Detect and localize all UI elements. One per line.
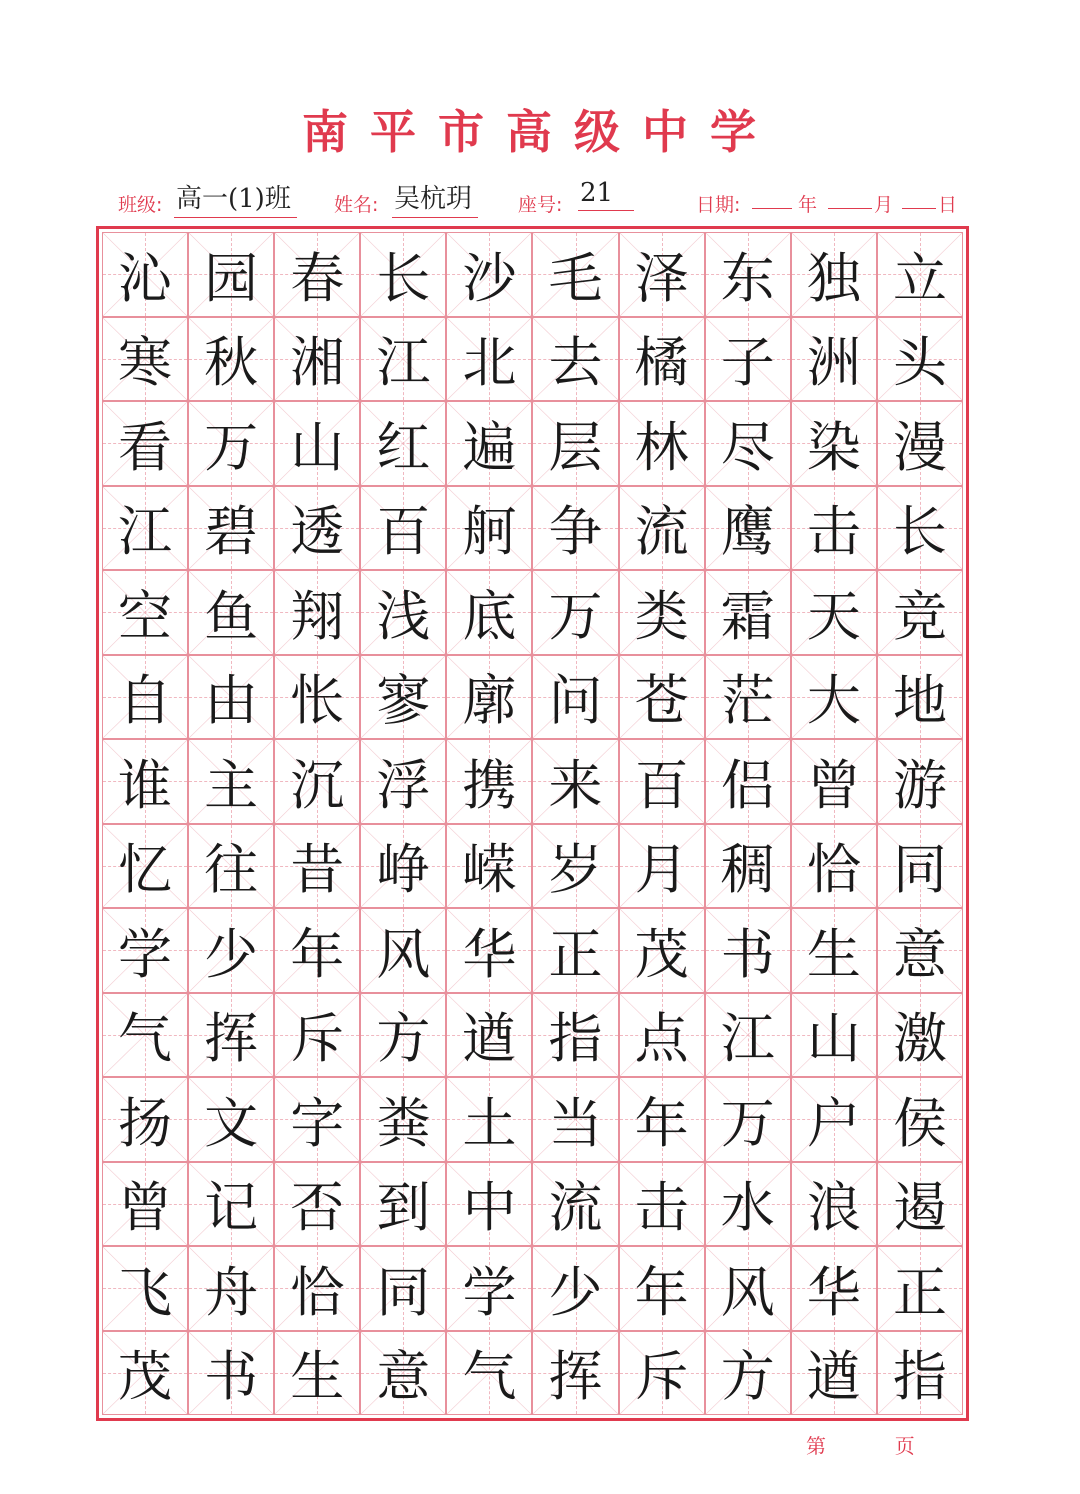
grid-cell: [705, 908, 791, 993]
seat-value: 21: [578, 178, 634, 211]
handwritten-character: 橘: [634, 331, 689, 395]
grid-cell: [188, 1331, 274, 1416]
grid-cell: [619, 401, 705, 486]
handwritten-character: 曾: [806, 753, 861, 817]
handwritten-character: 寥: [376, 669, 431, 733]
handwritten-character: 江: [376, 331, 431, 395]
grid-cell: [532, 993, 618, 1078]
handwritten-character: 中: [462, 1176, 517, 1240]
handwritten-character: 廓: [462, 669, 517, 733]
handwritten-character: 指: [892, 1345, 947, 1409]
handwritten-character: 争: [548, 500, 603, 564]
handwritten-character: 山: [290, 415, 345, 479]
handwritten-character: 记: [204, 1176, 259, 1240]
handwritten-character: 沁: [118, 246, 173, 310]
grid-cell: [188, 993, 274, 1078]
handwritten-character: 长: [376, 246, 431, 310]
grid-cell: [446, 317, 532, 402]
grid-cell: [877, 232, 963, 317]
grid-cell: [619, 824, 705, 909]
handwritten-character: 指: [548, 1007, 603, 1071]
handwritten-character: 舸: [462, 500, 517, 564]
class-value: 高一(1)班: [174, 178, 297, 218]
grid-cell: [619, 486, 705, 571]
grid-cell: [619, 993, 705, 1078]
grid-cell: [102, 232, 188, 317]
grid-cell: [360, 739, 446, 824]
handwritten-character: 红: [376, 415, 431, 479]
handwritten-character: 侯: [892, 1091, 947, 1155]
handwritten-character: 类: [634, 584, 689, 648]
handwritten-character: 正: [892, 1260, 947, 1324]
grid-cell: [877, 993, 963, 1078]
handwritten-character: 碧: [204, 500, 259, 564]
grid-cell: [877, 570, 963, 655]
grid-cell: [619, 739, 705, 824]
student-info-line: [118, 178, 968, 218]
grid-cell: [446, 486, 532, 571]
handwritten-character: 方: [376, 1007, 431, 1071]
handwritten-character: 方: [720, 1345, 775, 1409]
handwritten-character: 往: [204, 838, 259, 902]
grid-cell: [446, 655, 532, 740]
grid-cell: [188, 401, 274, 486]
grid-cell: [705, 570, 791, 655]
handwritten-character: 寒: [118, 331, 173, 395]
year-label: 年: [798, 194, 818, 216]
grid-cell: [532, 570, 618, 655]
grid-cell: [877, 1246, 963, 1331]
handwritten-character: 生: [806, 922, 861, 986]
handwritten-character: 去: [548, 331, 603, 395]
grid-cell: [102, 1162, 188, 1247]
handwritten-character: 水: [720, 1176, 775, 1240]
grid-cell: [102, 824, 188, 909]
handwritten-character: 鹰: [720, 500, 775, 564]
grid-cell: [532, 1162, 618, 1247]
grid-cell: [360, 1331, 446, 1416]
grid-cell: [791, 1331, 877, 1416]
grid-cell: [619, 1246, 705, 1331]
grid-cell: [705, 993, 791, 1078]
grid-cell: [619, 1331, 705, 1416]
handwritten-character: 昔: [290, 838, 345, 902]
grid-cell: [446, 908, 532, 993]
grid-cell: [532, 486, 618, 571]
grid-cell: [532, 824, 618, 909]
handwritten-character: 遒: [462, 1007, 517, 1071]
name-label: 姓名:: [334, 194, 379, 216]
handwritten-character: 问: [548, 669, 603, 733]
handwritten-character: 东: [720, 246, 775, 310]
handwritten-character: 遍: [462, 415, 517, 479]
handwritten-character: 长: [892, 500, 947, 564]
grid-cell: [877, 401, 963, 486]
handwritten-character: 挥: [204, 1007, 259, 1071]
grid-cell: [877, 317, 963, 402]
grid-cell: [274, 993, 360, 1078]
grid-cell: [877, 486, 963, 571]
year-blank: [752, 208, 792, 209]
handwritten-character: 否: [290, 1176, 345, 1240]
grid-cell: [532, 655, 618, 740]
grid-cell: [877, 908, 963, 993]
grid-cell: [102, 908, 188, 993]
grid-cell: [274, 570, 360, 655]
handwritten-character: 意: [376, 1345, 431, 1409]
handwritten-character: 遒: [806, 1345, 861, 1409]
grid-cell: [188, 1077, 274, 1162]
grid-cell: [791, 317, 877, 402]
handwritten-character: 年: [634, 1091, 689, 1155]
handwritten-character: 舟: [204, 1260, 259, 1324]
grid-cell: [360, 1162, 446, 1247]
grid-cell: [446, 739, 532, 824]
handwritten-character: 生: [290, 1345, 345, 1409]
handwritten-character: 沉: [290, 753, 345, 817]
handwritten-character: 曾: [118, 1176, 173, 1240]
handwritten-character: 意: [892, 922, 947, 986]
grid-cell: [274, 1077, 360, 1162]
grid-cell: [532, 739, 618, 824]
grid-cell: [446, 1331, 532, 1416]
grid-cell: [102, 1331, 188, 1416]
handwritten-character: 斥: [290, 1007, 345, 1071]
grid-cell: [619, 655, 705, 740]
handwritten-character: 泽: [634, 246, 689, 310]
handwritten-character: 扬: [118, 1091, 173, 1155]
grid-cell: [102, 401, 188, 486]
grid-cell: [274, 908, 360, 993]
grid-cell: [446, 232, 532, 317]
grid-cell: [532, 1246, 618, 1331]
grid-cell: [705, 317, 791, 402]
handwritten-character: 击: [806, 500, 861, 564]
grid-cell: [791, 908, 877, 993]
grid-cell: [360, 993, 446, 1078]
handwritten-character: 百: [634, 753, 689, 817]
handwritten-character: 同: [892, 838, 947, 902]
grid-cell: [188, 739, 274, 824]
handwritten-character: 稠: [720, 838, 775, 902]
grid-cell: [877, 1162, 963, 1247]
handwritten-character: 遏: [892, 1176, 947, 1240]
handwritten-character: 流: [548, 1176, 603, 1240]
grid-cell: [791, 655, 877, 740]
handwritten-character: 山: [806, 1007, 861, 1071]
grid-cell: [102, 317, 188, 402]
grid-cell: [446, 824, 532, 909]
handwritten-character: 林: [634, 415, 689, 479]
page-footer: [806, 1430, 915, 1459]
handwritten-character: 苍: [634, 669, 689, 733]
handwritten-character: 染: [806, 415, 861, 479]
grid-cell: [446, 570, 532, 655]
handwritten-character: 翔: [290, 584, 345, 648]
grid-cell: [705, 1331, 791, 1416]
handwritten-character: 竞: [892, 584, 947, 648]
grid-cell: [791, 993, 877, 1078]
handwritten-character: 激: [892, 1007, 947, 1071]
grid-cell: [188, 824, 274, 909]
handwritten-character: 浅: [376, 584, 431, 648]
grid-cell: [274, 486, 360, 571]
grid-cell: [532, 317, 618, 402]
handwritten-character: 恰: [290, 1260, 345, 1324]
grid-cell: [446, 1162, 532, 1247]
handwritten-character: 户: [806, 1091, 861, 1155]
grid-cell: [102, 570, 188, 655]
grid-cell: [274, 655, 360, 740]
grid-cell: [274, 317, 360, 402]
handwritten-character: 嵘: [462, 838, 517, 902]
grid-cell: [360, 317, 446, 402]
grid-cell: [532, 1331, 618, 1416]
handwritten-character: 秋: [204, 331, 259, 395]
grid-cell: [532, 232, 618, 317]
handwritten-character: 气: [118, 1007, 173, 1071]
handwritten-character: 风: [376, 922, 431, 986]
handwritten-character: 岁: [548, 838, 603, 902]
grid-cell: [360, 1077, 446, 1162]
grid-cell: [791, 739, 877, 824]
grid-cell: [705, 401, 791, 486]
handwritten-character: 字: [290, 1091, 345, 1155]
handwritten-character: 侣: [720, 753, 775, 817]
handwritten-character: 百: [376, 500, 431, 564]
grid-cell: [102, 1246, 188, 1331]
grid-cell: [705, 232, 791, 317]
grid-cell: [705, 739, 791, 824]
handwritten-character: 峥: [376, 838, 431, 902]
handwritten-character: 空: [118, 584, 173, 648]
date-label: 日期:: [696, 194, 741, 216]
grid-cell: [619, 232, 705, 317]
grid-cell: [360, 1246, 446, 1331]
handwritten-character: 湘: [290, 331, 345, 395]
grid-cell: [791, 1077, 877, 1162]
grid-cell: [791, 401, 877, 486]
page-label-last: 页: [894, 1434, 915, 1458]
handwritten-character: 飞: [118, 1260, 173, 1324]
handwritten-character: 华: [806, 1260, 861, 1324]
handwritten-character: 浪: [806, 1176, 861, 1240]
month-blank: [828, 208, 872, 209]
grid-cell: [102, 1077, 188, 1162]
grid-cell: [619, 317, 705, 402]
handwritten-character: 少: [204, 922, 259, 986]
name-value: 吴杭玥: [392, 178, 478, 218]
handwritten-character: 茂: [118, 1345, 173, 1409]
grid-cell: [705, 655, 791, 740]
handwritten-character: 携: [462, 753, 517, 817]
handwritten-character: 茫: [720, 669, 775, 733]
seat-label: 座号:: [518, 194, 563, 216]
handwritten-character: 书: [720, 922, 775, 986]
handwritten-character: 江: [118, 500, 173, 564]
grid-cell: [532, 1077, 618, 1162]
grid-cell: [102, 486, 188, 571]
grid-cell: [446, 1246, 532, 1331]
handwritten-character: 江: [720, 1007, 775, 1071]
grid-cell: [446, 993, 532, 1078]
grid-cell: [877, 1077, 963, 1162]
handwritten-character: 园: [204, 246, 259, 310]
grid-cell: [188, 486, 274, 571]
grid-cell: [705, 486, 791, 571]
handwritten-character: 文: [204, 1091, 259, 1155]
grid-cell: [274, 824, 360, 909]
handwritten-character: 书: [204, 1345, 259, 1409]
grid-cell: [102, 739, 188, 824]
handwritten-character: 层: [548, 415, 603, 479]
grid-cell: [102, 655, 188, 740]
grid-cell: [360, 824, 446, 909]
handwritten-character: 万: [548, 584, 603, 648]
grid-cell: [274, 739, 360, 824]
handwritten-character: 万: [204, 415, 259, 479]
grid-cell: [274, 1246, 360, 1331]
handwritten-character: 游: [892, 753, 947, 817]
grid-cell: [877, 1331, 963, 1416]
grid-cell: [360, 908, 446, 993]
grid-cell: [791, 232, 877, 317]
handwritten-character: 年: [634, 1260, 689, 1324]
handwritten-character: 北: [462, 331, 517, 395]
handwritten-character: 怅: [290, 669, 345, 733]
handwritten-character: 子: [720, 331, 775, 395]
handwritten-character: 气: [462, 1345, 517, 1409]
grid-cell: [791, 1246, 877, 1331]
handwritten-character: 漫: [892, 415, 947, 479]
class-label: 班级:: [118, 194, 163, 216]
grid-cell: [360, 232, 446, 317]
handwritten-character: 头: [892, 331, 947, 395]
handwritten-character: 底: [462, 584, 517, 648]
grid-cell: [274, 232, 360, 317]
grid-cell: [705, 1246, 791, 1331]
grid-cell: [102, 993, 188, 1078]
grid-cell: [360, 655, 446, 740]
handwritten-character: 学: [118, 922, 173, 986]
grid-cell: [188, 317, 274, 402]
handwritten-character: 挥: [548, 1345, 603, 1409]
grid-cell: [274, 1162, 360, 1247]
page-label-first: 第: [806, 1434, 826, 1458]
grid-cell: [705, 1077, 791, 1162]
handwritten-character: 月: [634, 838, 689, 902]
handwritten-character: 毛: [548, 246, 603, 310]
grid-cell: [877, 655, 963, 740]
handwritten-character: 主: [204, 753, 259, 817]
handwritten-character: 谁: [118, 753, 173, 817]
handwritten-character: 独: [806, 246, 861, 310]
handwritten-character: 由: [204, 669, 259, 733]
handwritten-character: 击: [634, 1176, 689, 1240]
grid-cell: [532, 908, 618, 993]
grid-cell: [360, 570, 446, 655]
grid-cell: [188, 232, 274, 317]
grid-cell: [188, 908, 274, 993]
grid-cell: [360, 401, 446, 486]
handwritten-character: 地: [892, 669, 947, 733]
grid-cell: [360, 486, 446, 571]
handwritten-character: 忆: [118, 838, 173, 902]
handwritten-character: 风: [720, 1260, 775, 1324]
handwritten-character: 斥: [634, 1345, 689, 1409]
grid-cell: [619, 1162, 705, 1247]
character-grid: [96, 226, 969, 1421]
handwritten-character: 立: [892, 246, 947, 310]
handwritten-character: 恰: [806, 838, 861, 902]
handwritten-character: 看: [118, 415, 173, 479]
handwritten-character: 鱼: [204, 584, 259, 648]
handwritten-character: 华: [462, 922, 517, 986]
grid-cell: [619, 1077, 705, 1162]
month-label: 月: [874, 194, 894, 216]
handwritten-character: 到: [376, 1176, 431, 1240]
handwritten-character: 沙: [462, 246, 517, 310]
grid-cell: [446, 1077, 532, 1162]
handwritten-character: 土: [462, 1091, 517, 1155]
handwritten-character: 学: [462, 1260, 517, 1324]
grid-cell: [188, 1246, 274, 1331]
handwritten-character: 自: [118, 669, 173, 733]
grid-cell: [274, 1331, 360, 1416]
handwritten-character: 点: [634, 1007, 689, 1071]
grid-cell: [188, 655, 274, 740]
grid-cell: [705, 1162, 791, 1247]
handwritten-character: 大: [806, 669, 861, 733]
handwritten-character: 万: [720, 1091, 775, 1155]
grid-cell: [619, 570, 705, 655]
handwritten-character: 洲: [806, 331, 861, 395]
school-title: 南平市高级中学: [302, 105, 778, 159]
grid-cell: [446, 401, 532, 486]
handwritten-character: 浮: [376, 753, 431, 817]
grid-cell: [791, 486, 877, 571]
grid-cell: [705, 824, 791, 909]
handwritten-character: 当: [548, 1091, 603, 1155]
handwritten-character: 霜: [720, 584, 775, 648]
handwritten-character: 流: [634, 500, 689, 564]
grid-cell: [791, 570, 877, 655]
handwritten-character: 尽: [720, 415, 775, 479]
handwritten-character: 天: [806, 584, 861, 648]
grid-cell: [877, 824, 963, 909]
grid-cell: [188, 1162, 274, 1247]
grid-cell: [188, 570, 274, 655]
handwritten-character: 茂: [634, 922, 689, 986]
handwritten-character: 同: [376, 1260, 431, 1324]
handwritten-character: 年: [290, 922, 345, 986]
grid-cell: [791, 1162, 877, 1247]
handwritten-character: 粪: [376, 1091, 431, 1155]
grid-cell: [274, 401, 360, 486]
grid-cell: [791, 824, 877, 909]
handwritten-character: 透: [290, 500, 345, 564]
grid-cell: [877, 739, 963, 824]
handwritten-character: 春: [290, 246, 345, 310]
day-label: 日: [938, 194, 958, 216]
handwritten-character: 少: [548, 1260, 603, 1324]
grid-cell: [619, 908, 705, 993]
handwritten-character: 正: [548, 922, 603, 986]
handwritten-character: 来: [548, 753, 603, 817]
day-blank: [902, 208, 936, 209]
grid-cell: [532, 401, 618, 486]
